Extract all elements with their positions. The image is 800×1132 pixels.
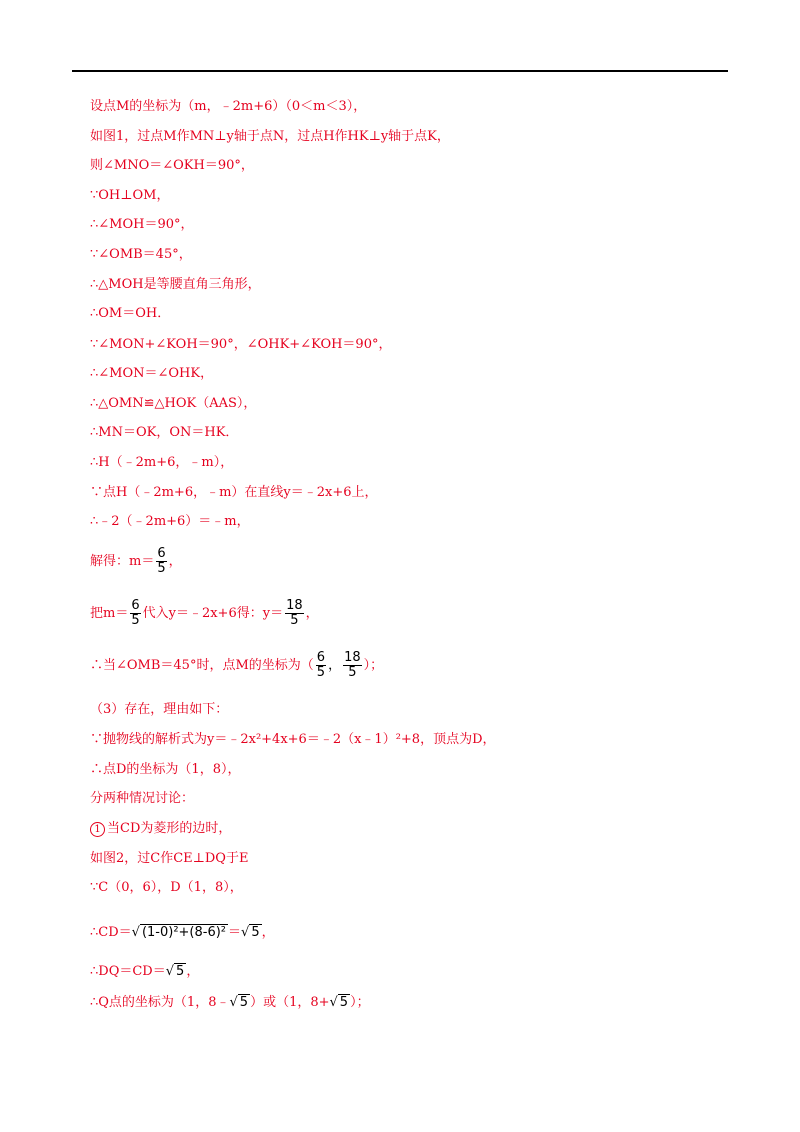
coordinate-comma: ， — [328, 658, 342, 673]
dq-line — [90, 962, 199, 982]
text-line: ∴MN＝OK，ON＝HK． — [90, 425, 239, 440]
radicand: 5 — [339, 995, 349, 1010]
circled-number-marker: 1 — [90, 822, 105, 837]
radical-sign: √ — [131, 925, 140, 940]
radical-sign: √ — [229, 995, 238, 1010]
case-one-text: 当CD为菱形的边时， — [107, 821, 232, 836]
solve-suffix: ， — [168, 554, 182, 569]
sqrt-expression — [241, 922, 262, 944]
sqrt-expression — [330, 993, 351, 1013]
q-suffix: ）； — [350, 995, 370, 1010]
fraction-denominator: 5 — [316, 665, 326, 680]
text-line: ∵OH⊥OM， — [90, 188, 170, 203]
fraction-numerator: 6 — [157, 546, 166, 561]
fraction — [285, 599, 304, 628]
text-line: ∴∠MOH＝90°， — [90, 217, 194, 232]
text-line: ∵点H（﹣2m+6，﹣m）在直线y＝﹣2x+6上， — [90, 485, 378, 500]
substitute-suffix: ， — [305, 606, 319, 621]
solve-line — [90, 547, 182, 577]
sqrt-expression — [229, 993, 250, 1013]
q-middle: ）或（1，8+ — [250, 995, 330, 1010]
text-line: ∴∠MON＝∠OHK， — [90, 366, 214, 381]
text-line: ∴△MOH是等腰直角三角形， — [90, 277, 261, 292]
text-line: ∵C（0，6），D（1，8）， — [90, 880, 243, 895]
text-line: ∴点D的坐标为（1，8）， — [90, 762, 241, 777]
text-line: ∴OM＝OH． — [90, 306, 171, 321]
text-line: ∴﹣2（﹣2m+6）＝﹣m， — [90, 514, 250, 529]
header-rule — [72, 70, 728, 72]
radical-sign: √ — [241, 925, 250, 940]
text-line: ∵∠MON+∠KOH＝90°，∠OHK+∠KOH＝90°， — [90, 337, 392, 352]
solve-prefix: 解得：m＝ — [90, 554, 155, 569]
cd-equals: ＝ — [228, 925, 242, 940]
substitute-line — [90, 599, 319, 629]
text-line: 如图1，过点M作MN⊥y轴于点N，过点H作HK⊥y轴于点K， — [90, 129, 450, 144]
radicand: 5 — [239, 995, 249, 1010]
fraction-denominator: 5 — [131, 613, 140, 628]
radicand: 5 — [176, 964, 185, 979]
text-line: ∵抛物线的解析式为y＝﹣2x²+4x+6＝﹣2（x﹣1）²+8，顶点为D， — [90, 732, 496, 747]
cd-prefix: ∴CD＝ — [90, 925, 132, 940]
dq-suffix: ， — [186, 964, 200, 979]
text-line: ∴H（﹣2m+6，﹣m）， — [90, 455, 234, 470]
fraction-numerator: 6 — [131, 598, 140, 613]
fraction — [316, 651, 326, 680]
sqrt-expression — [166, 962, 187, 982]
coordinate-prefix: ∴当∠OMB＝45°时，点M的坐标为（ — [90, 658, 314, 673]
fraction-denominator: 5 — [343, 665, 362, 680]
fraction-numerator: 18 — [344, 650, 361, 665]
sqrt-expression — [132, 922, 228, 944]
text-line: （3）存在，理由如下： — [90, 702, 229, 717]
case-one-line — [90, 821, 231, 837]
text-line: 设点M的坐标为（m，﹣2m+6）（0＜m＜3）， — [90, 99, 367, 114]
text-line: ∴△OMN≌△HOK（AAS）， — [90, 396, 257, 411]
text-line: 分两种情况讨论： — [90, 791, 195, 806]
substitute-middle: 代入y＝﹣2x+6得：y＝ — [142, 606, 284, 621]
radical-sign: √ — [165, 964, 175, 979]
radicand: 5 — [251, 925, 260, 940]
cd-line — [90, 922, 275, 944]
radicand: (1-0)²+(8-6)² — [141, 925, 227, 940]
fraction — [343, 651, 362, 680]
q-line — [90, 993, 370, 1013]
text-line: 如图2，过C作CE⊥DQ于E — [90, 851, 249, 866]
dq-prefix: ∴DQ＝CD＝ — [90, 964, 166, 979]
fraction-denominator: 5 — [157, 561, 166, 576]
cd-suffix: ， — [261, 925, 275, 940]
radical-sign: √ — [329, 995, 338, 1010]
text-line: 则∠MNO＝∠OKH＝90°， — [90, 158, 254, 173]
fraction-numerator: 6 — [316, 650, 326, 665]
fraction — [156, 547, 166, 576]
q-prefix: ∴Q点的坐标为（1，8﹣ — [90, 995, 230, 1010]
substitute-prefix: 把m＝ — [90, 606, 129, 621]
coordinate-suffix: ）； — [363, 658, 384, 673]
fraction-denominator: 5 — [285, 613, 304, 628]
coordinate-line — [90, 651, 383, 681]
text-line: ∵∠OMB＝45°， — [90, 247, 192, 262]
fraction-numerator: 18 — [286, 598, 303, 613]
fraction — [130, 599, 140, 628]
